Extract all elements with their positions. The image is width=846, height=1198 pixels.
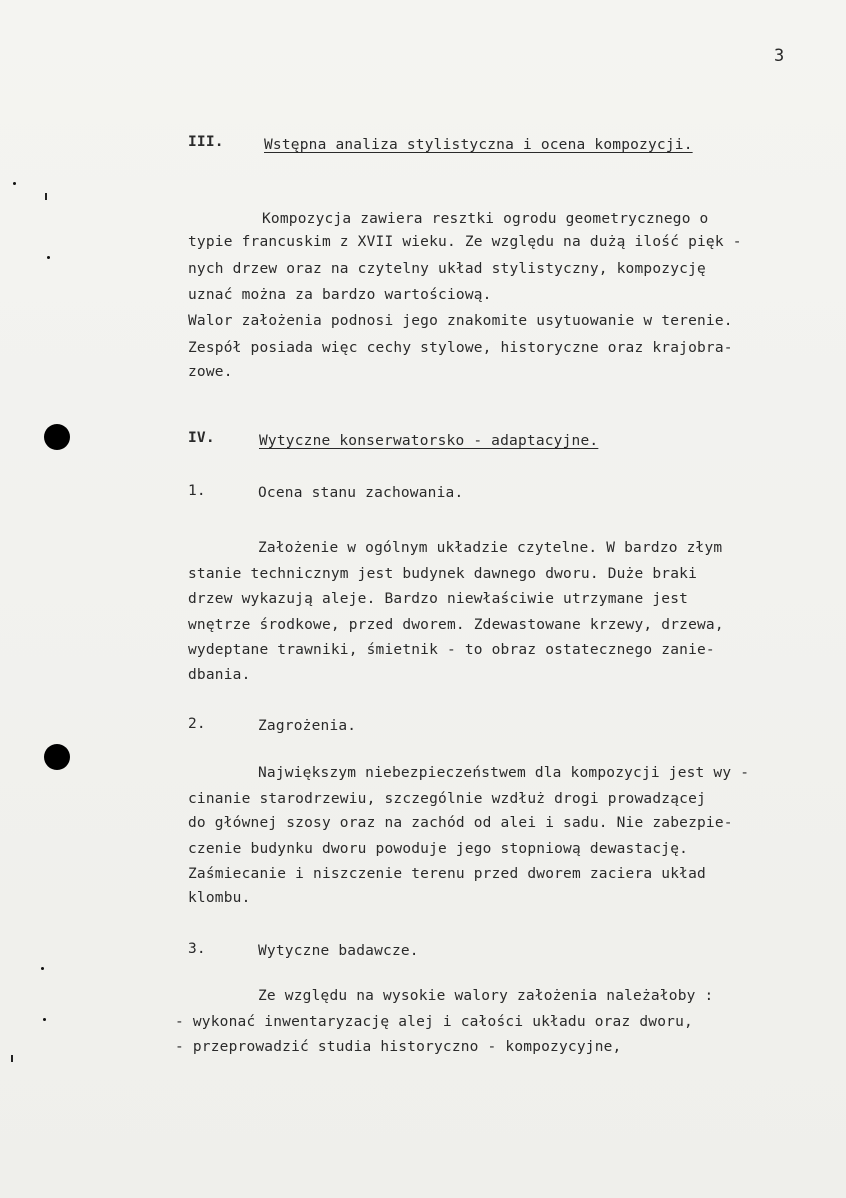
margin-mark xyxy=(45,193,47,200)
section-title: Wytyczne konserwatorsko - adaptacyjne. xyxy=(259,433,599,449)
paragraph-line: Założenie w ogólnym układzie czytelne. W bardzo złym xyxy=(258,540,723,556)
section-numeral: III. xyxy=(188,134,224,150)
paragraph-line: cinanie starodrzewiu, szczególnie wzdłuż drogi prowadzącej xyxy=(188,791,706,807)
paragraph-line: Ze względu na wysokie walory założenia należałoby : xyxy=(258,988,714,1004)
section-numeral: IV. xyxy=(188,430,215,446)
item-number: 3. xyxy=(188,941,206,957)
paragraph-line: - przeprowadzić studia historyczno - kompozycyjne, xyxy=(175,1039,622,1055)
paragraph-line: nych drzew oraz na czytelny układ stylistyczny, kompozycję xyxy=(188,261,706,277)
paragraph-line: wnętrze środkowe, przed dworem. Zdewastowane krzewy, drzewa, xyxy=(188,617,724,633)
margin-mark xyxy=(43,1018,46,1021)
paragraph-line: dbania. xyxy=(188,667,251,683)
section-title: Wstępna analiza stylistyczna i ocena kompozycji. xyxy=(264,137,693,153)
paragraph-line: klombu. xyxy=(188,890,251,906)
paragraph-line: drzew wykazują aleje. Bardzo niewłaściwie utrzymane jest xyxy=(188,591,689,607)
item-title: Zagrożenia. xyxy=(258,718,357,734)
paragraph-line: Kompozycja zawiera resztki ogrodu geometrycznego o xyxy=(262,211,709,227)
paragraph-line: stanie technicznym jest budynek dawnego dworu. Duże braki xyxy=(188,566,697,582)
paragraph-line: Walor założenia podnosi jego znakomite usytuowanie w terenie. xyxy=(188,313,733,329)
item-number: 2. xyxy=(188,716,206,732)
page-number: 3 xyxy=(774,46,785,66)
margin-mark xyxy=(11,1055,13,1062)
paragraph-line: zowe. xyxy=(188,364,233,380)
margin-mark xyxy=(41,967,44,970)
binder-hole-top xyxy=(44,424,70,450)
item-title: Wytyczne badawcze. xyxy=(258,943,419,959)
paragraph-line: uznać można za bardzo wartościową. xyxy=(188,287,492,303)
paragraph-line: czenie budynku dworu powoduje jego stopniową dewastację. xyxy=(188,841,689,857)
margin-mark xyxy=(47,256,50,259)
item-number: 1. xyxy=(188,483,206,499)
margin-mark xyxy=(13,182,16,185)
paragraph-line: Największym niebezpieczeństwem dla kompozycji jest wy - xyxy=(258,765,750,781)
binder-hole-bottom xyxy=(44,744,70,770)
paragraph-line: typie francuskim z XVII wieku. Ze względu na dużą ilość pięk - xyxy=(188,234,742,250)
paragraph-line: Zespół posiada więc cechy stylowe, historyczne oraz krajobra- xyxy=(188,340,733,356)
paragraph-line: do głównej szosy oraz na zachód od alei i sadu. Nie zabezpie- xyxy=(188,815,733,831)
paragraph-line: Zaśmiecanie i niszczenie terenu przed dworem zaciera układ xyxy=(188,866,706,882)
paragraph-line: wydeptane trawniki, śmietnik - to obraz ostatecznego zanie- xyxy=(188,642,715,658)
paragraph-line: - wykonać inwentaryzację alej i całości układu oraz dworu, xyxy=(175,1014,693,1030)
item-title: Ocena stanu zachowania. xyxy=(258,485,464,501)
